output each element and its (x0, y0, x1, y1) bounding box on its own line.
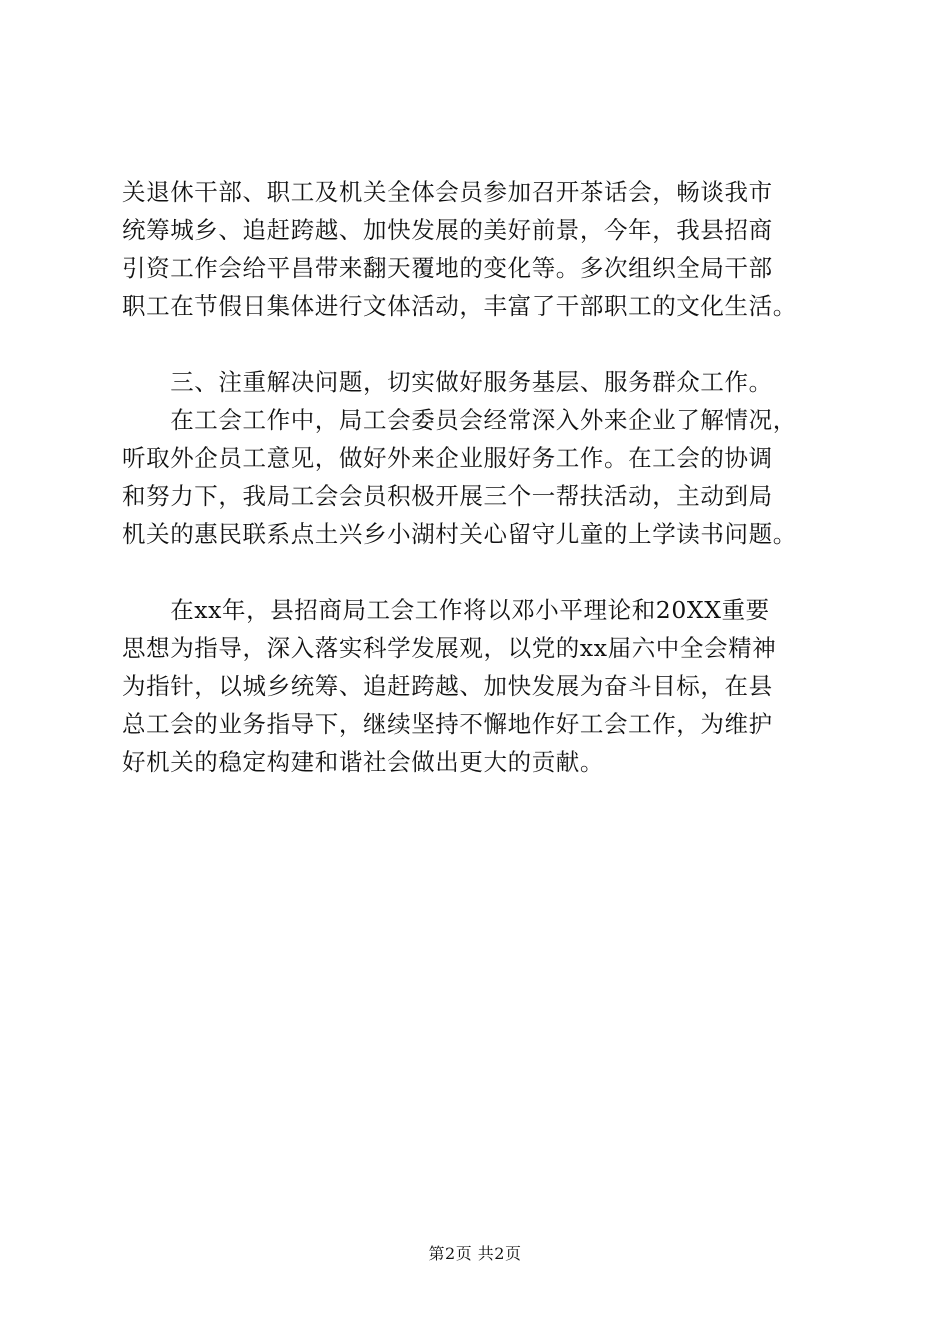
text-line: 思想为指导，深入落实科学发展观，以党的xx届六中全会精神 (122, 634, 777, 662)
paragraph-section-three (122, 363, 842, 553)
text-line: 听取外企员工意见，做好外来企业服好务工作。在工会的协调 (122, 444, 773, 472)
text-line: 总工会的业务指导下，继续坚持不懈地作好工会工作，为维护 (122, 710, 773, 738)
text-line: 为指针，以城乡统筹、追赶跨越、加快发展为奋斗目标，在县 (122, 672, 773, 700)
paragraph-outlook (122, 591, 842, 781)
text-line: 在工会工作中，局工会委员会经常深入外来企业了解情况， (122, 406, 797, 434)
text-line: 引资工作会给平昌带来翻天覆地的变化等。多次组织全局干部 (122, 254, 773, 282)
text-line: 关退休干部、职工及机关全体会员参加召开茶话会，畅谈我市 (122, 178, 773, 206)
paragraph-activities (122, 173, 842, 325)
document-body (122, 173, 842, 781)
text-line: 统筹城乡、追赶跨越、加快发展的美好前景，今年，我县招商 (122, 216, 773, 244)
text-line: 机关的惠民联系点土兴乡小湖村关心留守儿童的上学读书问题。 (122, 520, 797, 548)
text-line: 职工在节假日集体进行文体活动，丰富了干部职工的文化生活。 (122, 292, 797, 320)
text-line: 在xx年，县招商局工会工作将以邓小平理论和20XX重要 (122, 596, 770, 624)
text-line: 好机关的稳定构建和谐社会做出更大的贡献。 (122, 748, 604, 776)
text-line: 和努力下，我局工会会员积极开展三个一帮扶活动，主动到局 (122, 482, 773, 510)
section-heading: 三、注重解决问题，切实做好服务基层、服务群众工作。 (122, 368, 773, 396)
page-number-footer: 第2页 共2页 (428, 1244, 522, 1263)
